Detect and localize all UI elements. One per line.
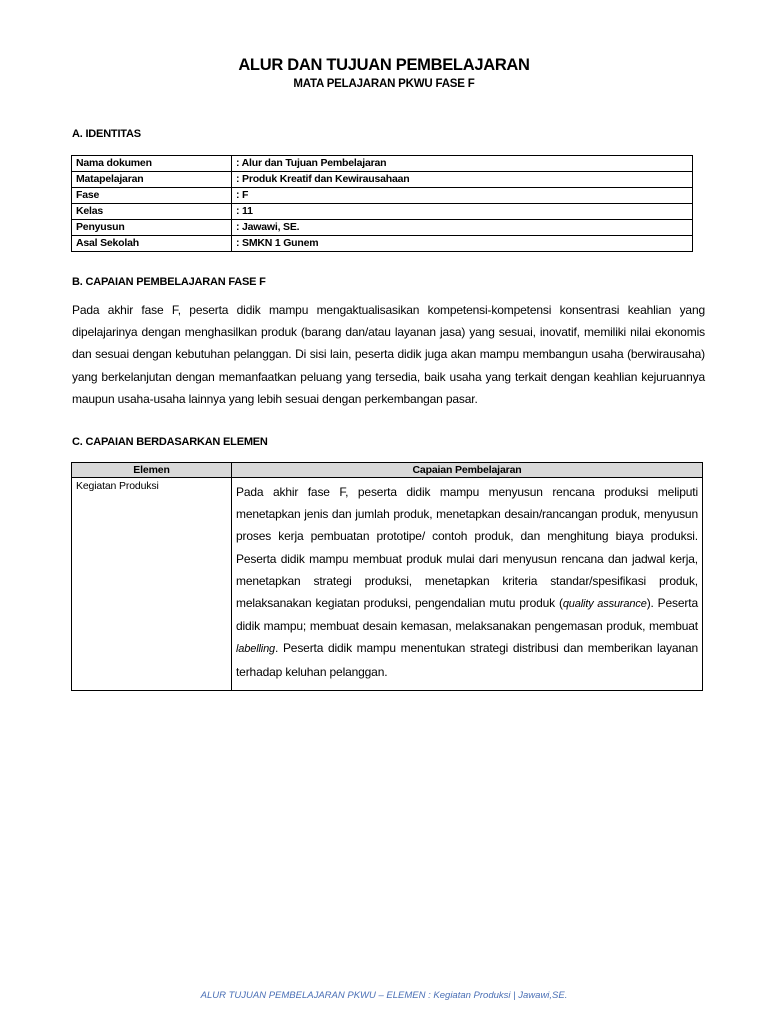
capaian-paragraph: Pada akhir fase F, peserta didik mampu mengaktualisasikan kompetensi-kompetensi konsentrasi keahlian yang dipelajarinya dengan menghasilkan produk (barang dan/atau layanan jasa) yang sesuai, inovatif, memiliki nilai ekonomis dan sesuai dengan kebutuhan pelanggan. Di sisi lain, peserta didik juga akan mampu membangun usaha (berwirausaha) yang berkelanjutan dengan memanfaatkan peluang yang tersedia, baik usaha yang terkait dengan keahlian kejuruannya maupun usaha-usaha lainnya yang lebih sesuai dengan perkembangan pasar.	[72, 303, 705, 406]
table-row	[72, 220, 693, 236]
section-c-heading: C. CAPAIAN BERDASARKAN ELEMEN	[72, 436, 268, 448]
identity-value: : F	[232, 188, 693, 204]
document-title: ALUR DAN TUJUAN PEMBELAJARAN	[238, 56, 530, 74]
identity-key: Kelas	[72, 204, 232, 220]
table-row	[72, 478, 703, 691]
capaian-text: ). Peserta didik mampu; membuat desain kemasan, melaksanakan pengemasan produk, membuat	[236, 596, 698, 634]
page-footer: ALUR TUJUAN PEMBELAJARAN PKWU – ELEMEN : Kegiatan Produksi | Jawawi,SE.	[200, 990, 568, 1001]
capaian-text: Pada akhir fase F, peserta didik mampu menyusun rencana produksi meliputi menetapkan jenis dan jumlah produk, menetapkan desain/rancangan produk, menyusun proses kerja pembuatan prototipe/ contoh produk, dan menghitung biaya produksi. Peserta didik mampu membuat produk mulai dari menyusun rencana dan jadwal kerja, menetapkan strategi produksi, menetapkan kriteria standar/spesifikasi produk, melaksanakan kegiatan produksi, pengendalian mutu produk (	[236, 485, 698, 611]
identity-value: : Produk Kreatif dan Kewirausahaan	[232, 172, 693, 188]
capaian-text: . Peserta didik mampu menentukan strategi distribusi dan memberikan layanan terhadap keluhan pelanggan.	[236, 641, 698, 679]
capaian-cell	[232, 478, 703, 691]
elemen-table	[71, 462, 703, 691]
table-row	[72, 236, 693, 252]
identity-table	[71, 155, 693, 252]
identity-value: : 11	[232, 204, 693, 220]
table-header-row	[72, 463, 703, 478]
capaian-italic-term: quality assurance	[562, 598, 647, 611]
identity-value: : Jawawi, SE.	[232, 220, 693, 236]
column-header-elemen: Elemen	[72, 463, 232, 478]
identity-key: Asal Sekolah	[72, 236, 232, 252]
table-row	[72, 156, 693, 172]
document-subtitle: MATA PELAJARAN PKWU FASE F	[293, 78, 475, 90]
identity-value: : SMKN 1 Gunem	[232, 236, 693, 252]
section-b-heading: B. CAPAIAN PEMBELAJARAN FASE F	[72, 276, 266, 288]
section-a-heading: A. IDENTITAS	[72, 128, 141, 140]
identity-key: Nama dokumen	[72, 156, 232, 172]
capaian-italic-term: labelling	[236, 643, 276, 656]
table-row	[72, 204, 693, 220]
identity-key: Matapelajaran	[72, 172, 232, 188]
identity-value: : Alur dan Tujuan Pembelajaran	[232, 156, 693, 172]
column-header-capaian: Capaian Pembelajaran	[232, 463, 703, 478]
identity-key: Fase	[72, 188, 232, 204]
identity-key: Penyusun	[72, 220, 232, 236]
table-row	[72, 172, 693, 188]
table-row	[72, 188, 693, 204]
elemen-cell: Kegiatan Produksi	[72, 478, 232, 691]
